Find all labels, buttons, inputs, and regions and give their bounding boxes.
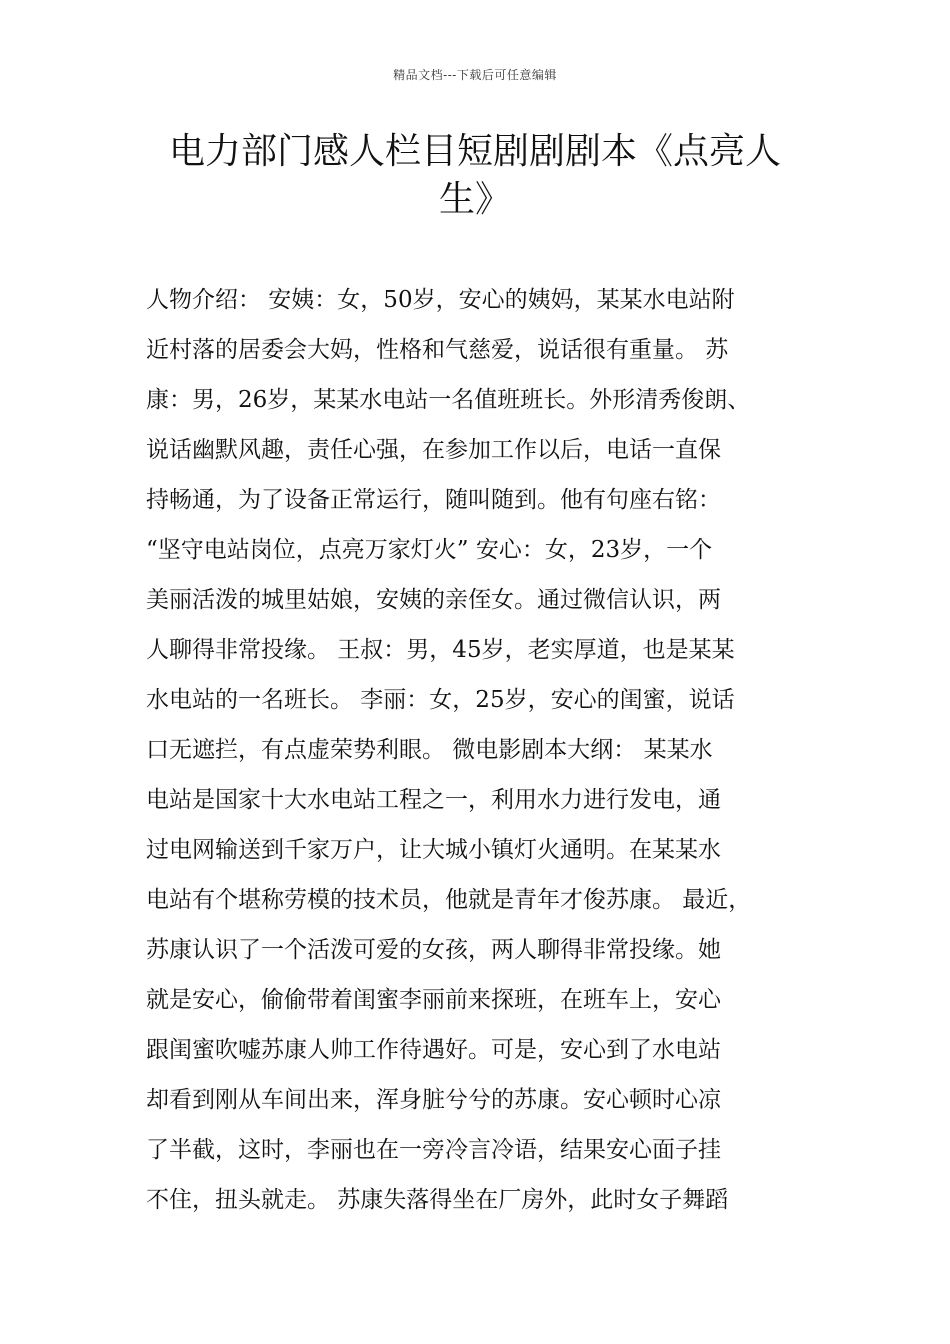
document-body [146,280,810,1230]
body-line: “坚守电站岗位，点亮万家灯火” 安心：女，23岁，一个 [146,537,713,563]
document-title [140,128,810,224]
body-line: 持畅通，为了设备正常运行，随叫随到。他有句座右铭： [146,487,721,513]
body-line: 了半截，这时，李丽也在一旁冷言冷语，结果安心面子挂 [146,1137,721,1163]
body-line: 美丽活泼的城里姑娘，安姨的亲侄女。通过微信认识，两 [146,587,721,613]
body-line: 电站有个堪称劳模的技术员，他就是青年才俊苏康。 最近， [146,887,752,913]
header-note: 精品文档---下载后可任意编辑 [393,68,557,82]
body-line: 过电网输送到千家万户，让大城小镇灯火通明。在某某水 [146,837,721,863]
body-line: 却看到刚从车间出来，浑身脏兮兮的苏康。安心顿时心凉 [146,1087,721,1113]
body-line: 说话幽默风趣，责任心强，在参加工作以后，电话一直保 [146,437,721,463]
body-line: 水电站的一名班长。 李丽：女，25岁，安心的闺蜜，说话 [146,687,735,713]
body-line: 近村落的居委会大妈，性格和气慈爱，说话很有重量。 苏 [146,337,729,363]
body-line: 口无遮拦，有点虚荣势利眼。 微电影剧本大纲： 某某水 [146,737,713,763]
body-line: 康：男，26岁，某某水电站一名值班班长。外形清秀俊朗、 [146,387,751,413]
body-line: 苏康认识了一个活泼可爱的女孩，两人聊得非常投缘。她 [146,937,721,963]
body-line: 电站是国家十大水电站工程之一，利用水力进行发电，通 [146,787,721,813]
body-line: 人物介绍： 安姨：女，50岁，安心的姨妈，某某水电站附 [146,287,735,313]
title-line: 生》 [438,179,511,220]
body-line: 不住，扭头就走。 苏康失落得坐在厂房外，此时女子舞蹈 [146,1187,729,1213]
body-line: 人聊得非常投缘。 王叔：男，45岁，老实厚道，也是某某 [146,637,735,663]
body-line: 就是安心，偷偷带着闺蜜李丽前来探班，在班车上，安心 [146,987,721,1013]
title-line: 电力部门感人栏目短剧剧剧本《点亮人 [168,131,781,172]
body-line: 跟闺蜜吹嘘苏康人帅工作待遇好。可是，安心到了水电站 [146,1037,721,1063]
